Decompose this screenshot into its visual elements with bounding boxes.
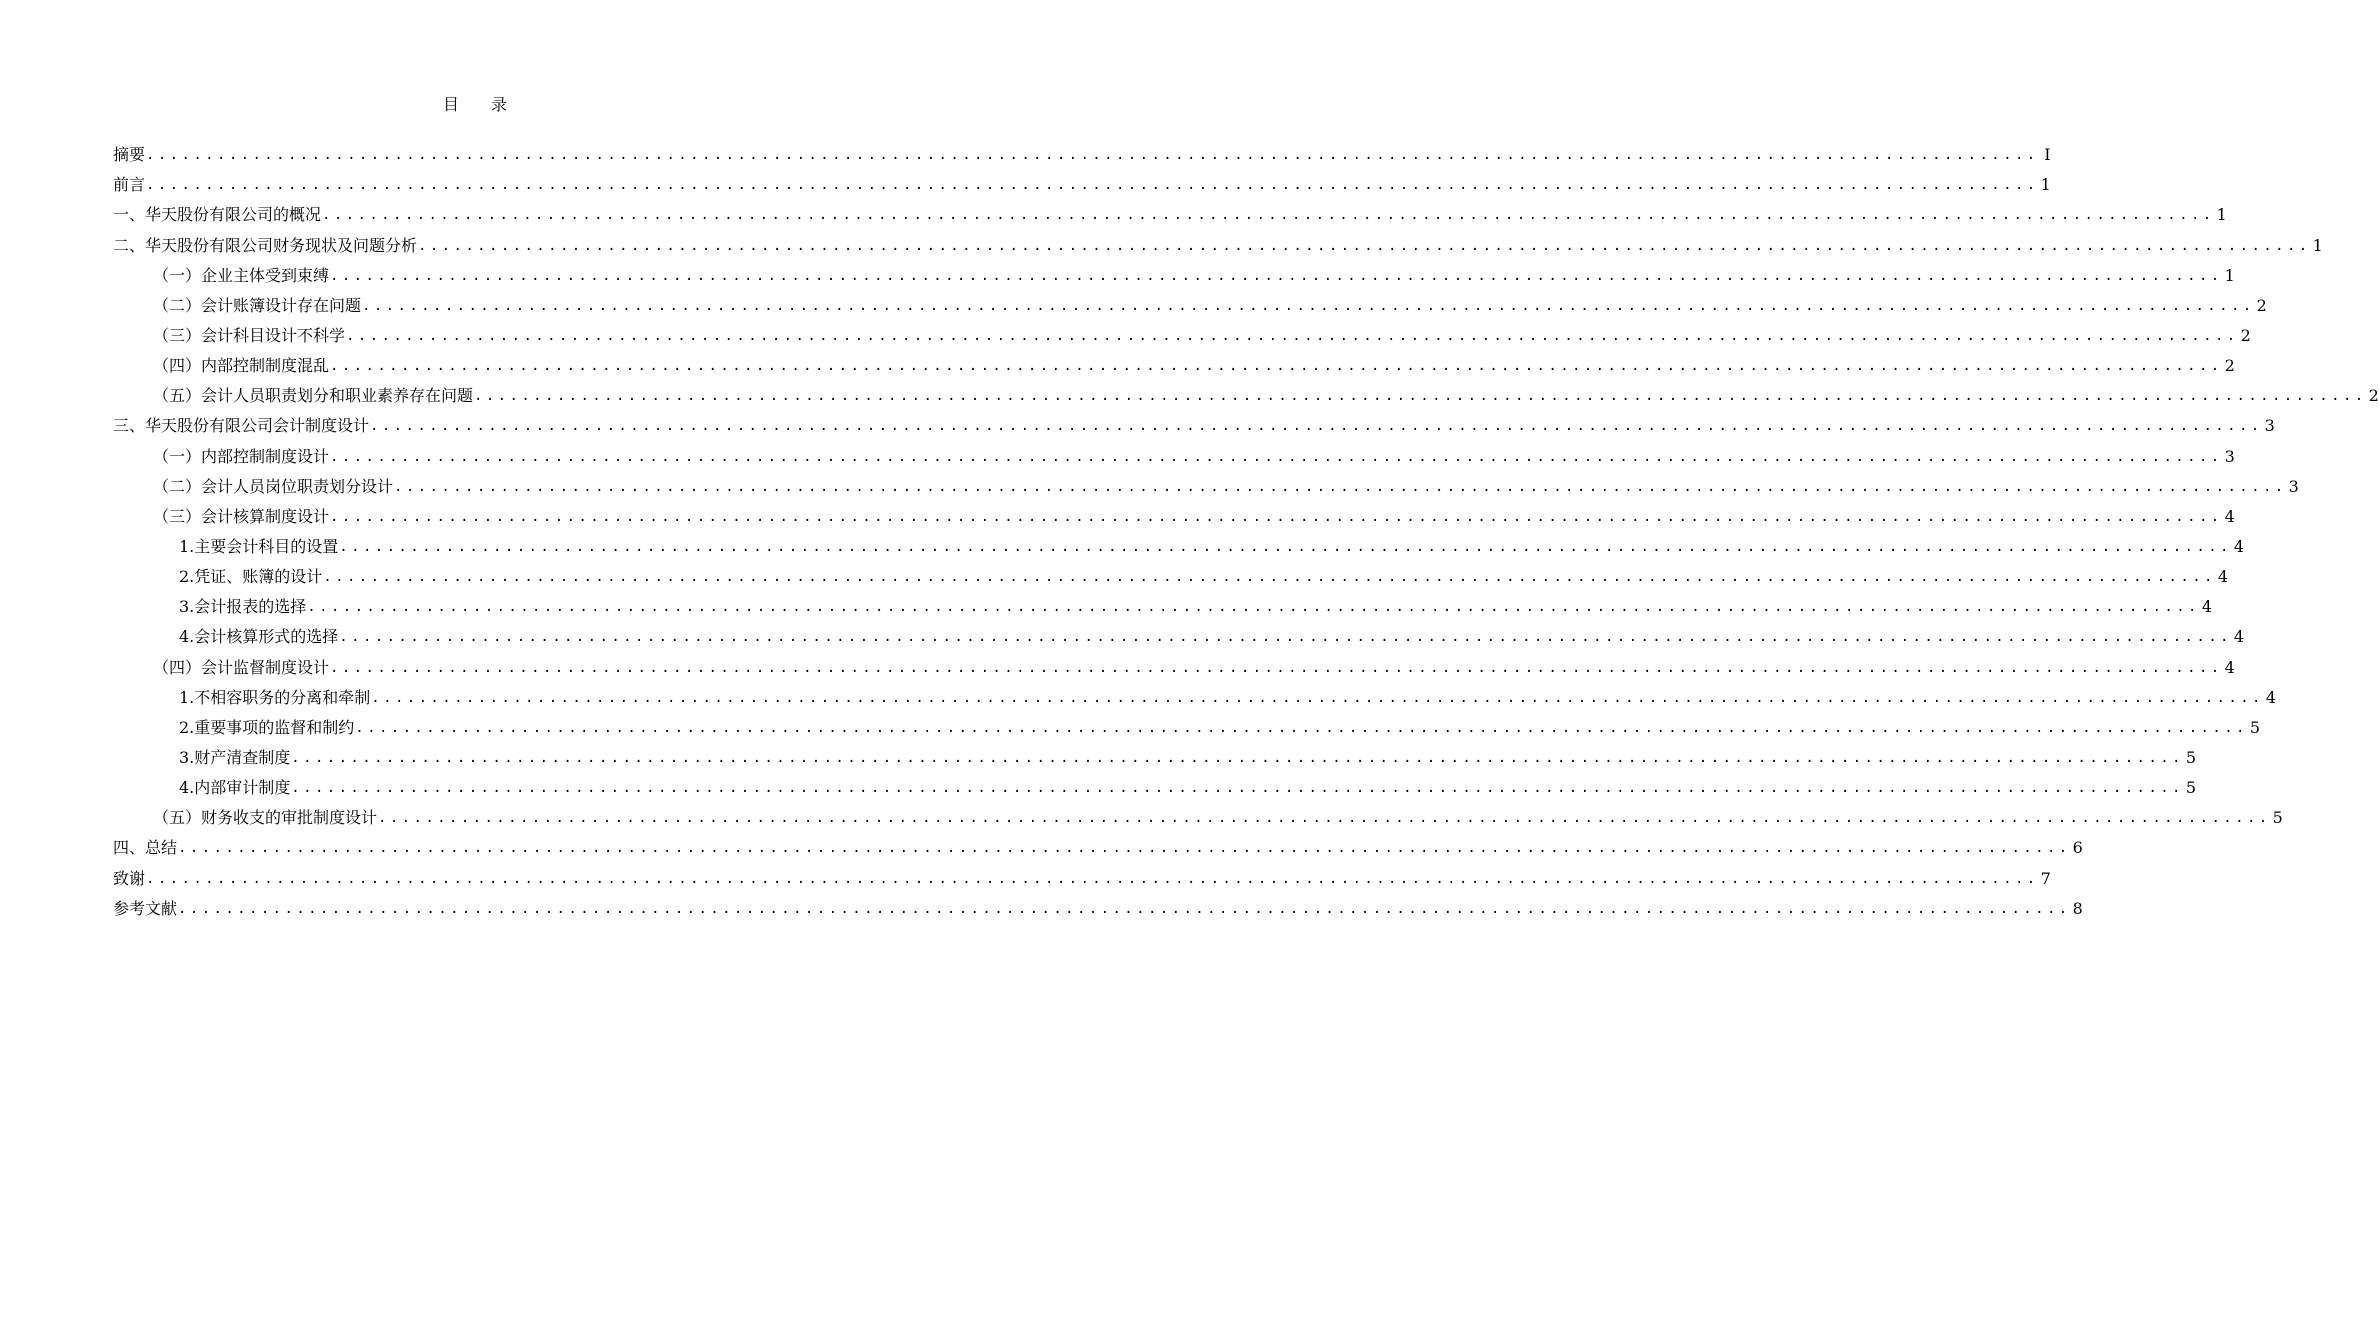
toc-entry[interactable] bbox=[113, 261, 2235, 291]
toc-entry-page: 8 bbox=[2072, 898, 2083, 918]
toc-entry[interactable] bbox=[113, 532, 2245, 562]
toc-entry-page: 4 bbox=[2265, 687, 2277, 707]
toc-entry-text: 三、华天股份有限公司会计制度设计 bbox=[113, 416, 370, 436]
toc-entry-page: 4 bbox=[2233, 627, 2245, 647]
toc-entry-page: I bbox=[2044, 145, 2051, 165]
toc-dot-leader: ................................................................................................................................................................ bbox=[178, 900, 2071, 917]
toc-entry-page: 5 bbox=[2249, 717, 2261, 737]
toc-dot-leader: ................................................................................................................................................................ bbox=[178, 840, 2071, 857]
toc-entry-page: 3 bbox=[2224, 446, 2235, 466]
toc-dot-leader: ................................................................................................................................................................ bbox=[339, 538, 2232, 555]
toc-dot-leader: ................................................................................................................................................................ bbox=[362, 297, 2255, 314]
toc-entry-page: 1 bbox=[2040, 175, 2051, 195]
toc-entry-text: 致谢 bbox=[113, 868, 146, 888]
toc-entry[interactable] bbox=[113, 472, 2299, 502]
toc-entry[interactable] bbox=[113, 592, 2213, 622]
toc-entry-text: 4.内部审计制度 bbox=[179, 778, 291, 798]
toc-entry-page: 4 bbox=[2217, 567, 2229, 587]
toc-entry-text: （四）会计监督制度设计 bbox=[153, 657, 330, 677]
toc-dot-leader: ................................................................................................................................................................ bbox=[146, 870, 2039, 887]
toc-entry-page: 5 bbox=[2272, 808, 2283, 828]
toc-entry[interactable] bbox=[113, 140, 2051, 170]
toc-entry-text: 1.不相容职务的分离和牵制 bbox=[179, 687, 371, 707]
toc-entry-text: （二）会计账簿设计存在问题 bbox=[153, 295, 362, 315]
toc-entry[interactable] bbox=[113, 863, 2051, 893]
toc-dot-leader: ................................................................................................................................................................ bbox=[346, 327, 2239, 344]
toc-entry[interactable] bbox=[113, 230, 2323, 260]
toc-entry-text: 2.凭证、账簿的设计 bbox=[179, 567, 323, 587]
toc-entry[interactable] bbox=[113, 502, 2235, 532]
toc-entry-page: 2 bbox=[2256, 295, 2267, 315]
toc-entry-text: 3.会计报表的选择 bbox=[179, 597, 307, 617]
toc-entry-text: 3.财产清查制度 bbox=[179, 747, 291, 767]
toc-dot-leader: ................................................................................................................................................................ bbox=[291, 780, 2184, 797]
toc-entry-text: （一）内部控制制度设计 bbox=[153, 446, 330, 466]
toc-dot-leader: ................................................................................................................................................................ bbox=[370, 418, 2263, 435]
toc-entry-page: 2 bbox=[2368, 386, 2379, 406]
toc-title: 目 录 bbox=[442, 95, 507, 114]
toc-entry-text: （一）企业主体受到束缚 bbox=[153, 265, 330, 285]
toc-dot-leader: ................................................................................................................................................................ bbox=[474, 388, 2367, 405]
toc-entry[interactable] bbox=[113, 743, 2197, 773]
toc-entry[interactable] bbox=[113, 773, 2197, 803]
toc-entry[interactable] bbox=[113, 562, 2229, 592]
toc-entry-page: 4 bbox=[2201, 597, 2213, 617]
toc-entry-text: （三）会计科目设计不科学 bbox=[153, 325, 346, 345]
toc-entry-page: 5 bbox=[2185, 778, 2197, 798]
toc-entry[interactable] bbox=[113, 200, 2227, 230]
toc-entry-page: 6 bbox=[2072, 838, 2083, 858]
toc-dot-leader: ................................................................................................................................................................ bbox=[418, 237, 2311, 254]
toc-entry-page: 4 bbox=[2224, 657, 2235, 677]
toc-dot-leader: ................................................................................................................................................................ bbox=[291, 749, 2184, 766]
toc-dot-leader: ................................................................................................................................................................ bbox=[146, 147, 2039, 164]
toc-entry-page: 1 bbox=[2216, 205, 2227, 225]
toc-dot-leader: ................................................................................................................................................................ bbox=[330, 448, 2223, 465]
toc-entry-page: 4 bbox=[2233, 536, 2245, 556]
toc-entry-page: 1 bbox=[2312, 235, 2323, 255]
toc-entry-text: 前言 bbox=[113, 175, 146, 195]
toc-entry[interactable] bbox=[113, 894, 2083, 924]
toc-entry-text: 1.主要会计科目的设置 bbox=[179, 536, 339, 556]
toc-list bbox=[113, 140, 2379, 924]
toc-entry-page: 3 bbox=[2264, 416, 2275, 436]
toc-entry[interactable] bbox=[113, 803, 2283, 833]
toc-entry-text: 四、总结 bbox=[113, 838, 178, 858]
toc-entry[interactable] bbox=[113, 170, 2051, 200]
toc-entry-text: 参考文献 bbox=[113, 898, 178, 918]
toc-entry-text: （五）财务收支的审批制度设计 bbox=[153, 808, 378, 828]
toc-entry-page: 2 bbox=[2224, 356, 2235, 376]
toc-dot-leader: ................................................................................................................................................................ bbox=[371, 689, 2264, 706]
toc-entry-text: 4.会计核算形式的选择 bbox=[179, 627, 339, 647]
toc-entry[interactable] bbox=[113, 321, 2251, 351]
toc-entry[interactable] bbox=[113, 351, 2235, 381]
toc-entry-text: 摘要 bbox=[113, 145, 146, 165]
toc-entry[interactable] bbox=[113, 381, 2379, 411]
toc-entry-text: 一、华天股份有限公司的概况 bbox=[113, 205, 322, 225]
toc-entry-page: 3 bbox=[2288, 476, 2299, 496]
toc-entry-page: 4 bbox=[2224, 506, 2235, 526]
toc-entry[interactable] bbox=[113, 652, 2235, 682]
toc-entry-page: 2 bbox=[2240, 325, 2251, 345]
toc-entry-page: 7 bbox=[2040, 868, 2051, 888]
toc-dot-leader: ................................................................................................................................................................ bbox=[339, 629, 2232, 646]
toc-dot-leader: ................................................................................................................................................................ bbox=[330, 267, 2223, 284]
toc-entry-page: 1 bbox=[2224, 265, 2235, 285]
toc-dot-leader: ................................................................................................................................................................ bbox=[394, 478, 2287, 495]
toc-entry-text: （三）会计核算制度设计 bbox=[153, 506, 330, 526]
toc-entry[interactable] bbox=[113, 291, 2267, 321]
toc-entry[interactable] bbox=[113, 833, 2083, 863]
toc-entry-text: （四）内部控制制度混乱 bbox=[153, 356, 330, 376]
toc-entry-text: （二）会计人员岗位职责划分设计 bbox=[153, 476, 394, 496]
toc-dot-leader: ................................................................................................................................................................ bbox=[355, 719, 2248, 736]
toc-entry[interactable] bbox=[113, 713, 2261, 743]
toc-dot-leader: ................................................................................................................................................................ bbox=[378, 810, 2271, 827]
toc-dot-leader: ................................................................................................................................................................ bbox=[330, 358, 2223, 375]
toc-entry[interactable] bbox=[113, 622, 2245, 652]
toc-entry[interactable] bbox=[113, 411, 2275, 441]
toc-entry-text: （五）会计人员职责划分和职业素养存在问题 bbox=[153, 386, 474, 406]
toc-dot-leader: ................................................................................................................................................................ bbox=[323, 569, 2216, 586]
toc-entry[interactable] bbox=[113, 683, 2277, 713]
toc-dot-leader: ................................................................................................................................................................ bbox=[330, 659, 2223, 676]
toc-entry[interactable] bbox=[113, 441, 2235, 471]
toc-entry-text: 2.重要事项的监督和制约 bbox=[179, 717, 355, 737]
toc-dot-leader: ................................................................................................................................................................ bbox=[146, 177, 2039, 194]
toc-entry-text: 二、华天股份有限公司财务现状及问题分析 bbox=[113, 235, 418, 255]
toc-entry-page: 5 bbox=[2185, 747, 2197, 767]
toc-dot-leader: ................................................................................................................................................................ bbox=[307, 599, 2200, 616]
toc-dot-leader: ................................................................................................................................................................ bbox=[322, 207, 2215, 224]
toc-dot-leader: ................................................................................................................................................................ bbox=[330, 508, 2223, 525]
